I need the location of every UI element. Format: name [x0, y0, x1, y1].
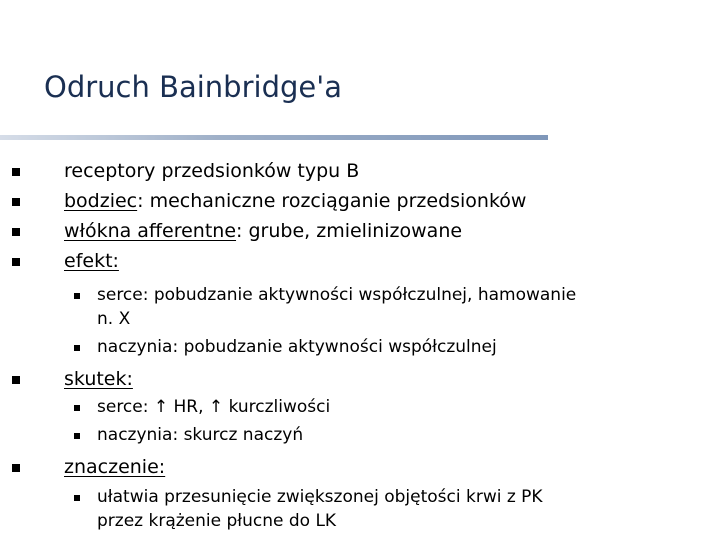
bullet-marker [12, 168, 20, 176]
item-text: naczynia: skurcz naczyń [97, 425, 304, 445]
item-text: receptory przedsionków typu B [64, 160, 360, 182]
bullet-marker [74, 293, 80, 299]
bullet-item [64, 160, 359, 182]
bullet-marker [74, 495, 80, 501]
bullet-marker [12, 228, 20, 236]
bullet-item [64, 220, 462, 242]
sub-bullet-item [97, 424, 303, 446]
underlined-term: efekt: [64, 250, 119, 272]
bullet-marker [74, 433, 80, 439]
bullet-marker [12, 376, 20, 384]
item-text: przez krążenie płucne do LK [97, 511, 337, 531]
sub-bullet-item [97, 336, 497, 358]
bullet-marker [12, 258, 20, 266]
bullet-item [64, 368, 133, 390]
slide-title: Odruch Bainbridge'a [44, 70, 342, 104]
item-text: serce: ↑ HR, ↑ kurczliwości [97, 397, 331, 417]
item-text: : mechaniczne rozciąganie przedsionków [137, 190, 527, 212]
item-text: serce: pobudzanie aktywności współczulnej, hamowanie [97, 285, 577, 305]
title-underline [0, 135, 548, 140]
bullet-marker [74, 405, 80, 411]
underlined-term: bodziec [64, 190, 138, 212]
bullet-item [64, 190, 526, 212]
bullet-marker [74, 345, 80, 351]
item-text: ułatwia przesunięcie zwiększonej objętości krwi z PK [97, 487, 543, 507]
sub-bullet-item [97, 308, 130, 330]
sub-bullet-item [97, 486, 543, 508]
bullet-item [64, 456, 165, 478]
item-text: naczynia: pobudzanie aktywności współczulnej [97, 337, 497, 357]
bullet-marker [12, 464, 20, 472]
sub-bullet-item [97, 396, 330, 418]
sub-bullet-item [97, 284, 576, 306]
item-text: n. X [97, 309, 131, 329]
sub-bullet-item [97, 510, 336, 532]
bullet-item [64, 250, 119, 272]
bullet-marker [12, 198, 20, 206]
item-text: : grube, zmielinizowane [236, 220, 463, 242]
underlined-term: skutek: [64, 368, 133, 390]
underlined-term: znaczenie: [64, 456, 166, 478]
underlined-term: włókna afferentne [64, 220, 237, 242]
